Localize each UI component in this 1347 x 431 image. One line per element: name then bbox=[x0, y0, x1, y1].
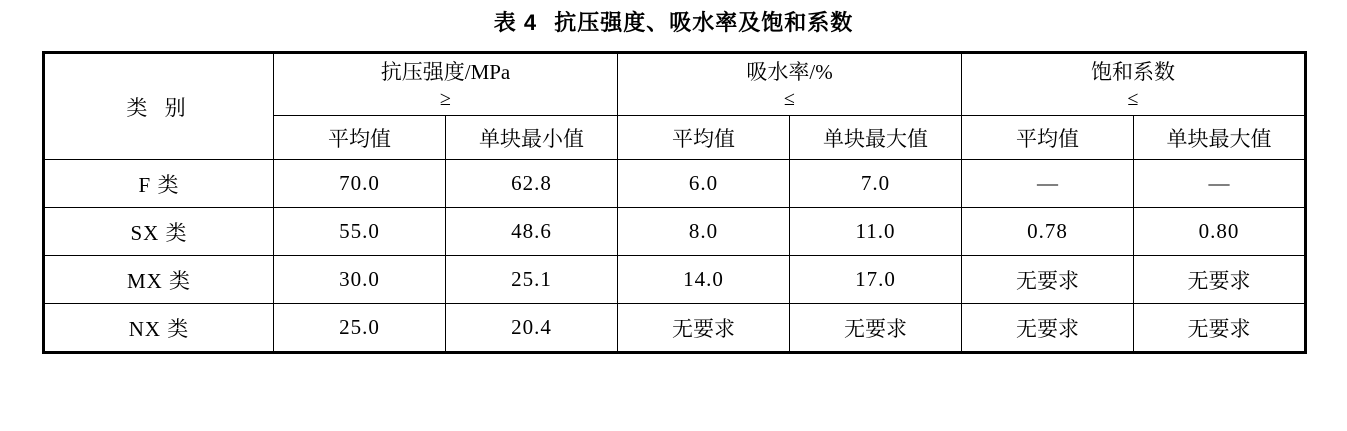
group-symbol: ≥ bbox=[440, 88, 451, 111]
cell-value: 70.0 bbox=[274, 160, 446, 208]
row-category: SX 类 bbox=[44, 208, 274, 256]
cell-value: 无要求 bbox=[962, 256, 1134, 304]
cell-value: 无要求 bbox=[962, 304, 1134, 353]
cell-value: 55.0 bbox=[274, 208, 446, 256]
cell-value: 25.1 bbox=[446, 256, 618, 304]
cell-value: — bbox=[1134, 160, 1306, 208]
table-row bbox=[44, 304, 1306, 353]
group-title: 抗压强度/MPa bbox=[380, 60, 511, 84]
row-category: MX 类 bbox=[44, 256, 274, 304]
cell-value: 8.0 bbox=[618, 208, 790, 256]
cell-value: 30.0 bbox=[274, 256, 446, 304]
specification-table bbox=[42, 51, 1307, 354]
cell-value: 无要求 bbox=[1134, 256, 1306, 304]
cell-value: 6.0 bbox=[618, 160, 790, 208]
header-group-saturation-coefficient bbox=[962, 53, 1306, 116]
table-row bbox=[44, 160, 1306, 208]
cell-value: 14.0 bbox=[618, 256, 790, 304]
table-row bbox=[44, 256, 1306, 304]
cell-value: 11.0 bbox=[790, 208, 962, 256]
table-group-header-row bbox=[44, 53, 1306, 116]
table-caption bbox=[0, 0, 1347, 51]
group-symbol: ≤ bbox=[784, 88, 796, 111]
group-symbol: ≤ bbox=[1127, 88, 1139, 111]
table-caption-title: 抗压强度、吸水率及饱和系数 bbox=[554, 10, 854, 35]
row-category: NX 类 bbox=[44, 304, 274, 353]
group-title: 吸水率/% bbox=[746, 60, 833, 84]
table-container bbox=[42, 51, 1305, 354]
header-group-compressive-strength bbox=[274, 53, 618, 116]
header-group-water-absorption bbox=[618, 53, 962, 116]
row-category: F 类 bbox=[44, 160, 274, 208]
cell-value: 25.0 bbox=[274, 304, 446, 353]
cell-value: — bbox=[962, 160, 1134, 208]
cell-value: 17.0 bbox=[790, 256, 962, 304]
table-row bbox=[44, 208, 1306, 256]
cell-value: 0.78 bbox=[962, 208, 1134, 256]
cell-value: 无要求 bbox=[790, 304, 962, 353]
subheader-cell: 平均值 bbox=[274, 116, 446, 160]
header-category: 类 别 bbox=[44, 53, 274, 160]
subheader-cell: 平均值 bbox=[962, 116, 1134, 160]
subheader-cell: 单块最大值 bbox=[1134, 116, 1306, 160]
subheader-cell: 单块最大值 bbox=[790, 116, 962, 160]
cell-value: 20.4 bbox=[446, 304, 618, 353]
group-title: 饱和系数 bbox=[1091, 60, 1176, 84]
cell-value: 0.80 bbox=[1134, 208, 1306, 256]
cell-value: 无要求 bbox=[1134, 304, 1306, 353]
cell-value: 7.0 bbox=[790, 160, 962, 208]
cell-value: 48.6 bbox=[446, 208, 618, 256]
subheader-cell: 平均值 bbox=[618, 116, 790, 160]
table-caption-number: 表 4 bbox=[493, 10, 538, 35]
subheader-cell: 单块最小值 bbox=[446, 116, 618, 160]
cell-value: 无要求 bbox=[618, 304, 790, 353]
cell-value: 62.8 bbox=[446, 160, 618, 208]
